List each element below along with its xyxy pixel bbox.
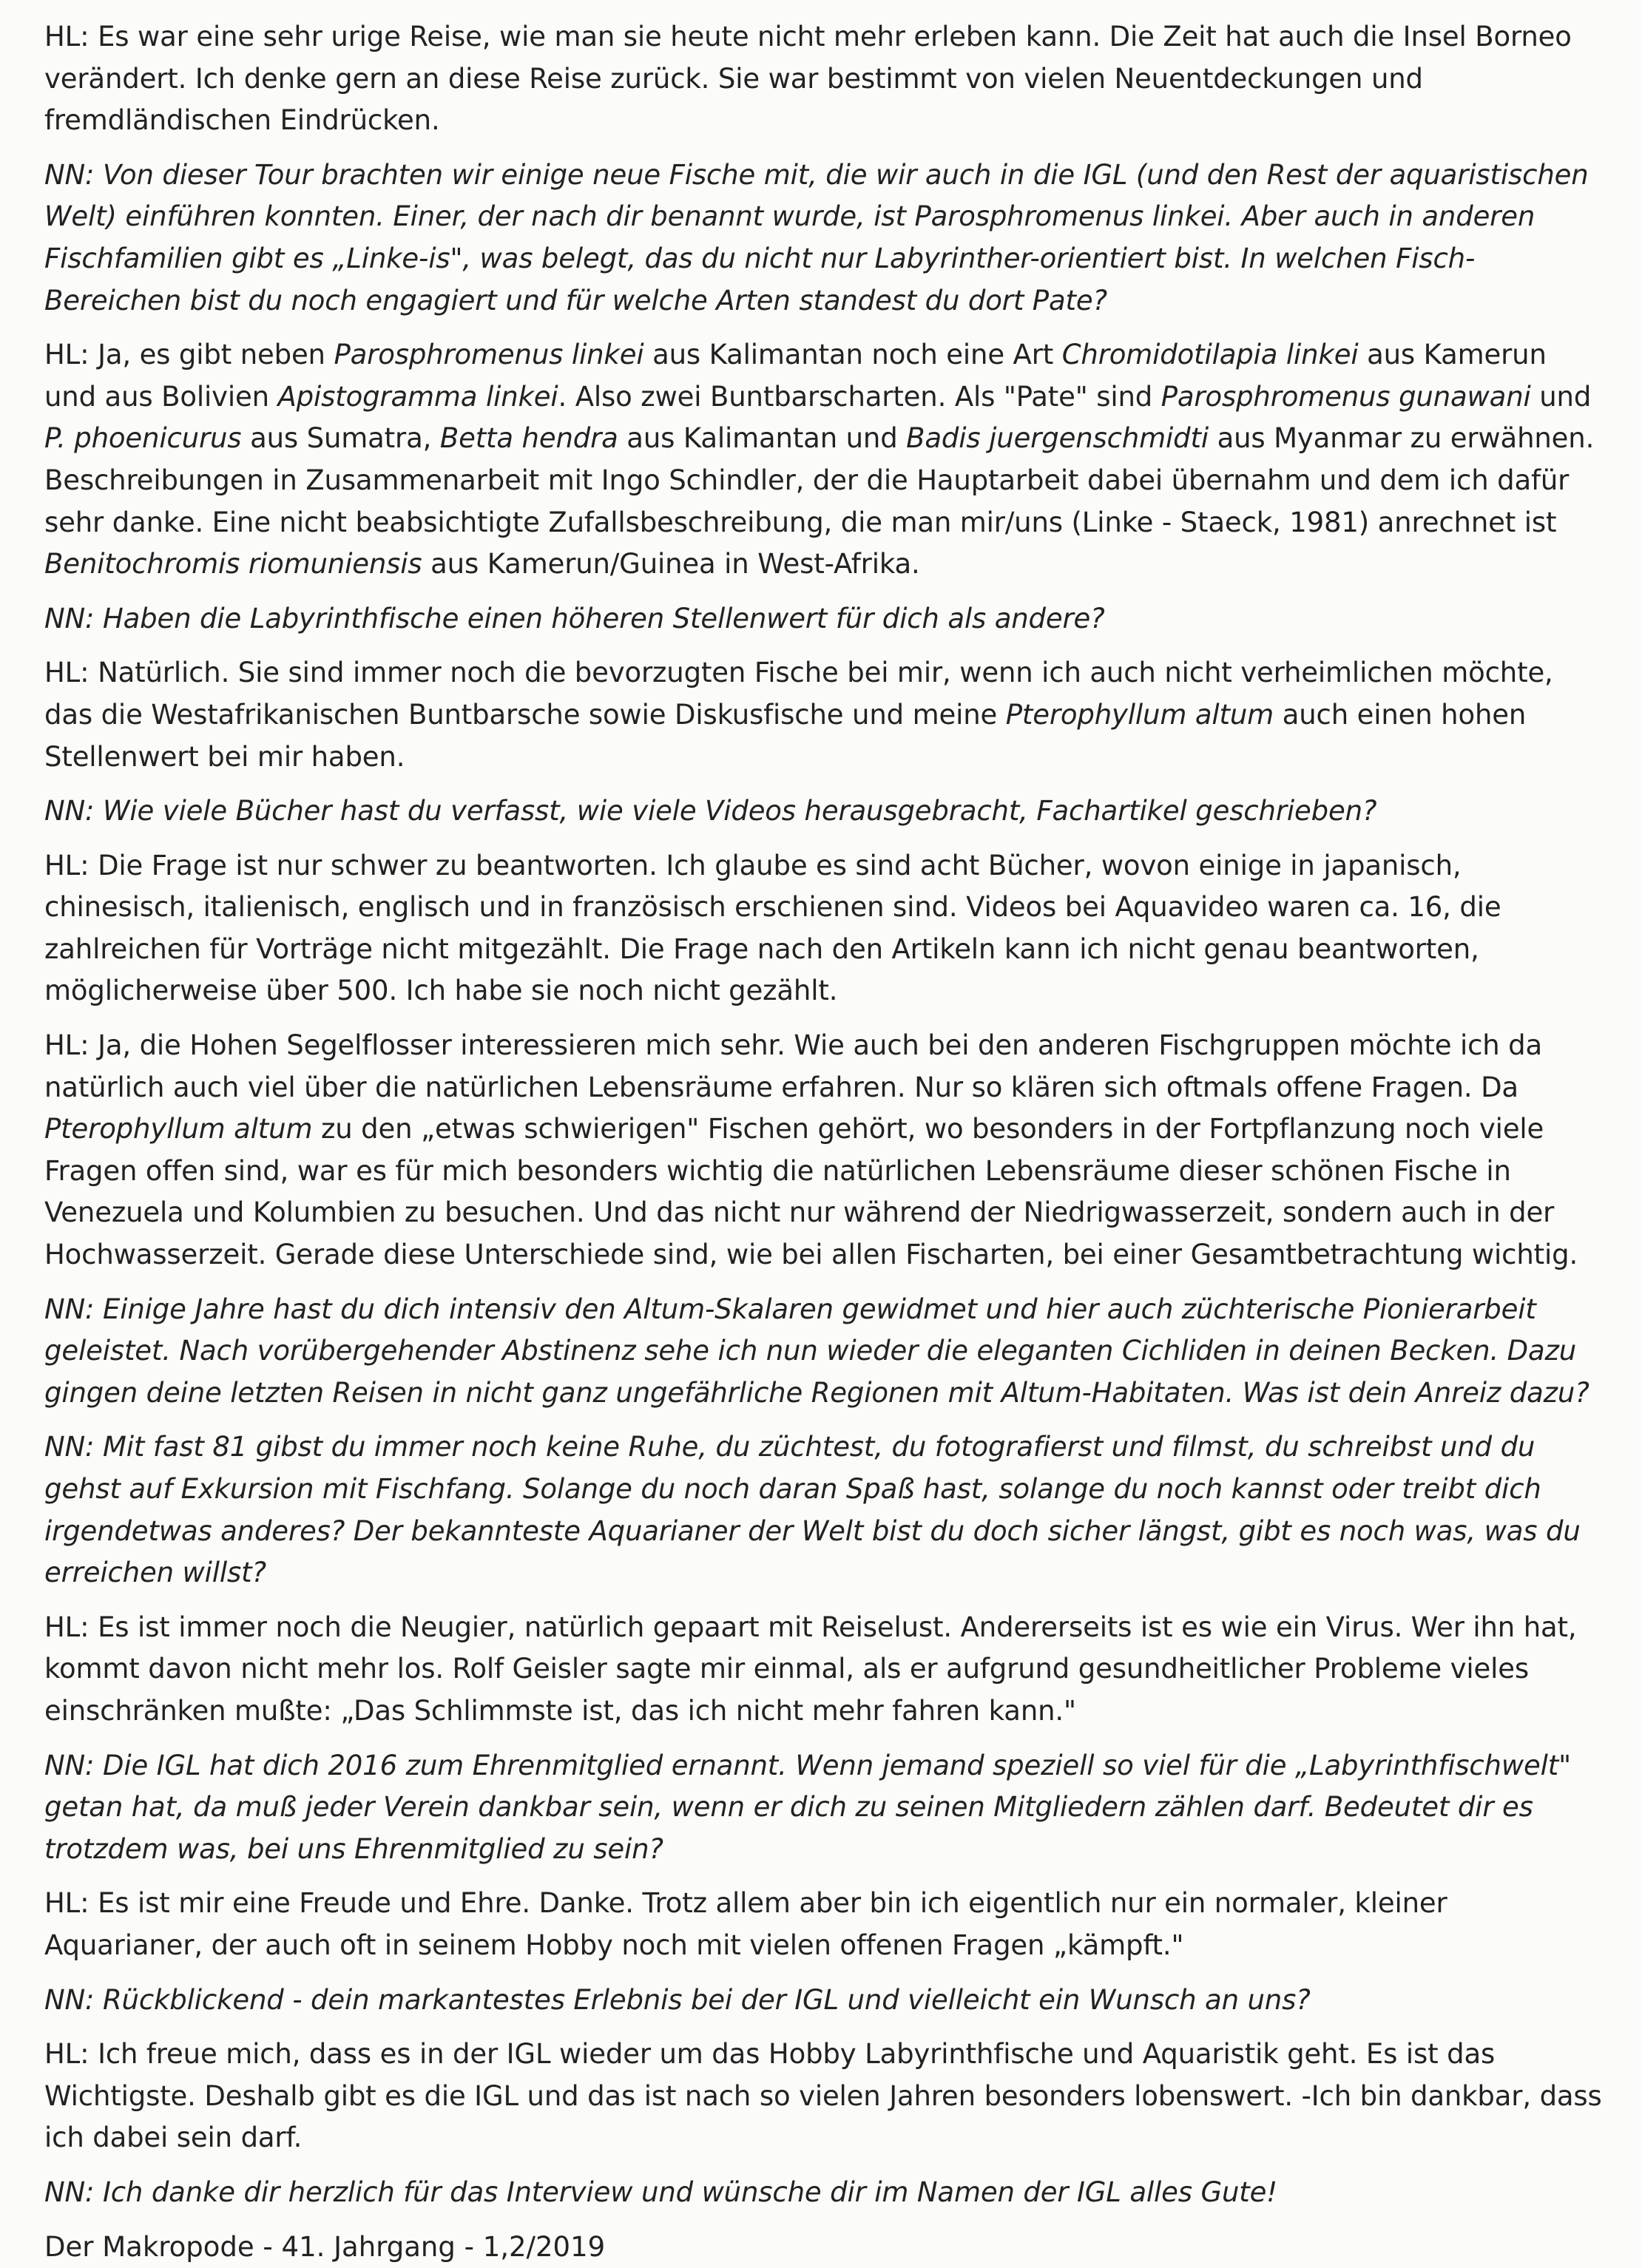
text-segment: zu den „etwas schwierigen" Fischen gehört, wo besonders in der Fortpflanzung noch viele Fragen offen sind, war es für mich besonders wichtig die natürlichen Lebensräume dieser schönen Fische in Venezuela und Kolumbien zu besuchen. Und das nicht nur während der Niedrigwasserzeit, sondern auch in der Hochwasserzeit. Gerade diese Unterschiede sind, wie bei allen Fischarten, bei einer Gesamtbetrachtung wichtig. bbox=[44, 1113, 1578, 1270]
italic-text-segment: Benitochromis riomuniensis bbox=[44, 548, 422, 580]
interviewee-answer bbox=[44, 334, 1606, 586]
italic-text-segment: Betta hendra bbox=[440, 422, 618, 454]
italic-text-segment: Parosphromenus gunawani bbox=[1161, 381, 1531, 413]
interviewee-answer bbox=[44, 1883, 1606, 1966]
text-segment: HL: Es ist mir eine Freude und Ehre. Danke. Trotz allem aber bin ich eigentlich nur ein normaler, kleiner Aquarianer, der auch oft in seinem Hobby noch mit vielen offenen Fragen „kämpft." bbox=[44, 1887, 1447, 1961]
italic-text-segment: Chromidotilapia linkei bbox=[1062, 339, 1359, 370]
italic-text-segment: Parosphromenus linkei bbox=[334, 339, 643, 370]
italic-text-segment: NN: Die IGL hat dich 2016 zum Ehrenmitglied ernannt. Wenn jemand speziell so viel für die „Labyrinthfischwelt" getan hat, da muß jeder Verein dankbar sein, wenn er dich zu seinen Mitgliedern zählen darf. Bedeutet dir es trotzdem was, bei uns Ehrenmitglied zu sein? bbox=[44, 1750, 1571, 1865]
interviewee-answer bbox=[44, 16, 1606, 142]
interviewer-question bbox=[44, 791, 1606, 833]
text-segment: aus Sumatra, bbox=[241, 422, 439, 454]
italic-text-segment: NN: Haben die Labyrinthfische einen höheren Stellenwert für dich als andere? bbox=[44, 603, 1105, 634]
italic-text-segment: Pterophyllum altum bbox=[1006, 699, 1274, 731]
text-segment: HL: Ja, die Hohen Segelflosser interessieren mich sehr. Wie auch bei den anderen Fischgruppen möchte ich da natürlich auch viel über die natürlichen Lebensräume erfahren. Nur so klären sich oftmals offene Fragen. Da bbox=[44, 1029, 1542, 1103]
interviewee-answer bbox=[44, 652, 1606, 778]
interviewee-answer bbox=[44, 845, 1606, 1012]
interviewer-question bbox=[44, 2172, 1606, 2214]
interviewee-answer bbox=[44, 1025, 1606, 1276]
italic-text-segment: P. phoenicurus bbox=[44, 422, 241, 454]
page-footer: Der Makropode - 41. Jahrgang - 1,2/2019 bbox=[44, 2227, 1606, 2268]
interviewer-question bbox=[44, 1289, 1606, 1415]
interviewee-answer bbox=[44, 2034, 1606, 2159]
text-segment: HL: Ich freue mich, dass es in der IGL wieder um das Hobby Labyrinthfische und Aquaristik geht. Es ist das Wichtigste. Deshalb gibt es die IGL und das ist nach so vielen Jahren besonders lobenswert. -Ich bin dankbar, dass ich dabei sein darf. bbox=[44, 2038, 1602, 2153]
italic-text-segment: NN: Wie viele Bücher hast du verfasst, wie viele Videos herausgebracht, Fachartikel geschrieben? bbox=[44, 795, 1376, 827]
text-segment: aus Myanmar zu erwähnen. Beschreibungen in Zusammenarbeit mit Ingo Schindler, der die Hauptarbeit dabei übernahm und dem ich dafür sehr danke. Eine nicht beabsichtigte Zufallsbeschreibung, die man mir/uns (Linke - Staeck, 1981) anrechnet ist bbox=[44, 422, 1594, 538]
interview-body bbox=[44, 16, 1606, 2214]
interviewer-question bbox=[44, 1980, 1606, 2022]
interviewee-answer bbox=[44, 1607, 1606, 1733]
italic-text-segment: NN: Von dieser Tour brachten wir einige neue Fische mit, die wir auch in die IGL (und den Rest der aquaristischen Welt) einführen konnten. Einer, der nach dir benannt wurde, ist Parosphromenus linkei. Aber auch in anderen Fischfamilien gibt es „Linke-is", was belegt, das du nicht nur Labyrinther-orientiert bist. In welchen Fisch-Bereichen bist du noch engagiert und für welche Arten standest du dort Pate? bbox=[44, 159, 1589, 316]
text-segment: HL: Natürlich. Sie sind immer noch die bevorzugten Fische bei mir, wenn ich auch nicht verheimlichen möchte, das die Westafrikanischen Buntbarsche sowie Diskusfische und meine bbox=[44, 657, 1553, 731]
interviewer-question bbox=[44, 598, 1606, 640]
text-segment: . Also zwei Buntbarscharten. Als "Pate" sind bbox=[558, 381, 1161, 413]
italic-text-segment: Badis juergenschmidti bbox=[906, 422, 1209, 454]
text-segment: HL: Die Frage ist nur schwer zu beantworten. Ich glaube es sind acht Bücher, wovon einige in japanisch, chinesisch, italienisch, englisch und in französisch erschienen sind. Videos bei Aquavideo waren ca. 16, die zahlreichen für Vorträge nicht mitgezählt. Die Frage nach den Artikeln kann ich nicht genau beantworten, möglicherweise über 500. Ich habe sie noch nicht gezählt. bbox=[44, 850, 1501, 1007]
interviewer-question bbox=[44, 1426, 1606, 1594]
italic-text-segment: NN: Rückblickend - dein markantestes Erlebnis bei der IGL und vielleicht ein Wunsch an uns? bbox=[44, 1984, 1311, 2016]
italic-text-segment: NN: Mit fast 81 gibst du immer noch keine Ruhe, du züchtest, du fotografierst und filmst, du schreibst und du gehst auf Exkursion mit Fischfang. Solange du noch daran Spaß hast, solange du noch kannst oder treibt dich irgendetwas anderes? Der bekannteste Aquarianer der Welt bist du doch sicher längst, gibt es noch was, was du erreichen willst? bbox=[44, 1431, 1581, 1588]
text-segment: HL: Ja, es gibt neben bbox=[44, 339, 334, 370]
interviewer-question bbox=[44, 1745, 1606, 1871]
italic-text-segment: NN: Einige Jahre hast du dich intensiv den Altum-Skalaren gewidmet und hier auch züchterische Pionierarbeit geleistet. Nach vorübergehender Abstinenz sehe ich nun wieder die eleganten Cichliden in deinen Becken. Dazu gingen deine letzten Reisen in nicht ganz ungefährliche Regionen mit Altum-Habitaten. Was ist dein Anreiz dazu? bbox=[44, 1293, 1589, 1409]
interviewer-question bbox=[44, 155, 1606, 322]
italic-text-segment: Apistogramma linkei bbox=[278, 381, 558, 413]
text-segment: aus Kalimantan und bbox=[618, 422, 906, 454]
text-segment: auch einen hohen Stellenwert bei mir haben. bbox=[44, 699, 1526, 773]
text-segment: aus Kamerun/Guinea in West-Afrika. bbox=[422, 548, 920, 580]
text-segment: HL: Es ist immer noch die Neugier, natürlich gepaart mit Reiselust. Andererseits ist es wie ein Virus. Wer ihn hat, kommt davon nicht mehr los. Rolf Geisler sagte mir einmal, als er aufgrund gesundheitlicher Probleme vieles einschränken mußte: „Das Schlimmste ist, das ich nicht mehr fahren kann." bbox=[44, 1611, 1577, 1727]
text-segment: aus Kalimantan noch eine Art bbox=[643, 339, 1061, 370]
italic-text-segment: NN: Ich danke dir herzlich für das Interview und wünsche dir im Namen der IGL alles Gute! bbox=[44, 2176, 1277, 2208]
text-segment: aus Kamerun und aus Bolivien bbox=[44, 339, 1547, 413]
text-segment: HL: Es war eine sehr urige Reise, wie man sie heute nicht mehr erleben kann. Die Zeit hat auch die Insel Borneo verändert. Ich denke gern an diese Reise zurück. Sie war bestimmt von vielen Neuentdeckungen und fremdländischen Eindrücken. bbox=[44, 21, 1572, 136]
italic-text-segment: Pterophyllum altum bbox=[44, 1113, 312, 1145]
text-segment: und bbox=[1531, 381, 1592, 413]
